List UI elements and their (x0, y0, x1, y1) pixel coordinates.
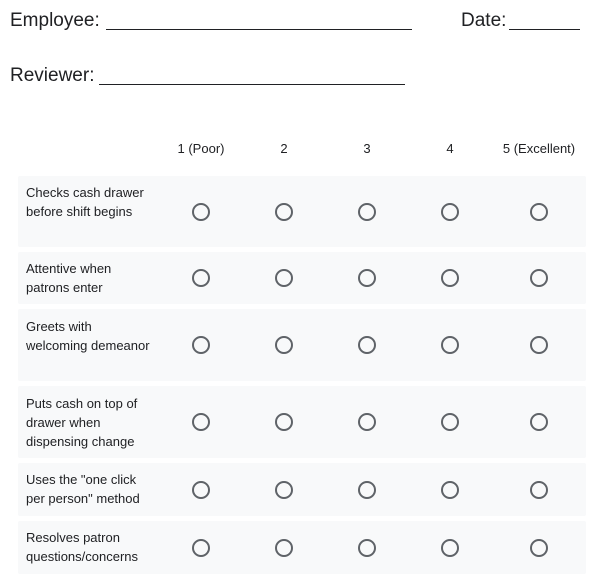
rating-radio-3[interactable] (358, 413, 376, 431)
rating-radio-2[interactable] (275, 539, 293, 557)
rating-radio-5[interactable] (530, 336, 548, 354)
rating-radio-2[interactable] (275, 481, 293, 499)
rating-radio-2[interactable] (275, 269, 293, 287)
rating-radio-1[interactable] (192, 269, 210, 287)
column-header-3: 3 (363, 141, 371, 156)
rating-radio-3[interactable] (358, 203, 376, 221)
employee-label: Employee: (10, 10, 100, 31)
rating-radio-3[interactable] (358, 539, 376, 557)
grid-row (18, 252, 586, 304)
row-label: Resolves patron questions/concerns (26, 530, 139, 564)
date-field[interactable] (509, 29, 580, 30)
rating-radio-4[interactable] (441, 413, 459, 431)
date-label: Date: (461, 10, 507, 31)
rating-radio-1[interactable] (192, 481, 210, 499)
column-header-5: 5 (Excellent) (502, 141, 576, 156)
grid-row (18, 386, 586, 458)
rating-radio-2[interactable] (275, 336, 293, 354)
rating-radio-4[interactable] (441, 203, 459, 221)
row-label: Checks cash drawer before shift begins (26, 185, 144, 219)
column-header-1: 1 (Poor) (177, 141, 225, 156)
rating-radio-5[interactable] (530, 203, 548, 221)
rating-radio-2[interactable] (275, 413, 293, 431)
reviewer-label: Reviewer: (10, 65, 95, 86)
rating-radio-1[interactable] (192, 413, 210, 431)
column-header-4: 4 (446, 141, 454, 156)
column-header-2: 2 (280, 141, 288, 156)
rating-radio-4[interactable] (441, 539, 459, 557)
rating-radio-3[interactable] (358, 269, 376, 287)
rating-radio-1[interactable] (192, 539, 210, 557)
rating-radio-2[interactable] (275, 203, 293, 221)
rating-radio-4[interactable] (441, 269, 459, 287)
employee-field[interactable] (106, 29, 412, 30)
rating-radio-3[interactable] (358, 481, 376, 499)
row-label: Greets with welcoming demeanor (26, 319, 150, 353)
rating-radio-5[interactable] (530, 539, 548, 557)
grid-row (18, 309, 586, 381)
row-label: Uses the "one click per person" method (26, 472, 140, 506)
rating-radio-5[interactable] (530, 269, 548, 287)
rating-radio-4[interactable] (441, 481, 459, 499)
row-label: Puts cash on top of drawer when dispensing change (26, 396, 138, 449)
reviewer-field[interactable] (99, 84, 405, 85)
grid-row (18, 521, 586, 574)
rating-radio-1[interactable] (192, 203, 210, 221)
rating-radio-5[interactable] (530, 413, 548, 431)
row-label: Attentive when patrons enter (26, 261, 112, 295)
rating-radio-3[interactable] (358, 336, 376, 354)
grid-row (18, 463, 586, 516)
rating-radio-4[interactable] (441, 336, 459, 354)
rating-radio-1[interactable] (192, 336, 210, 354)
rating-radio-5[interactable] (530, 481, 548, 499)
grid-row (18, 176, 586, 247)
